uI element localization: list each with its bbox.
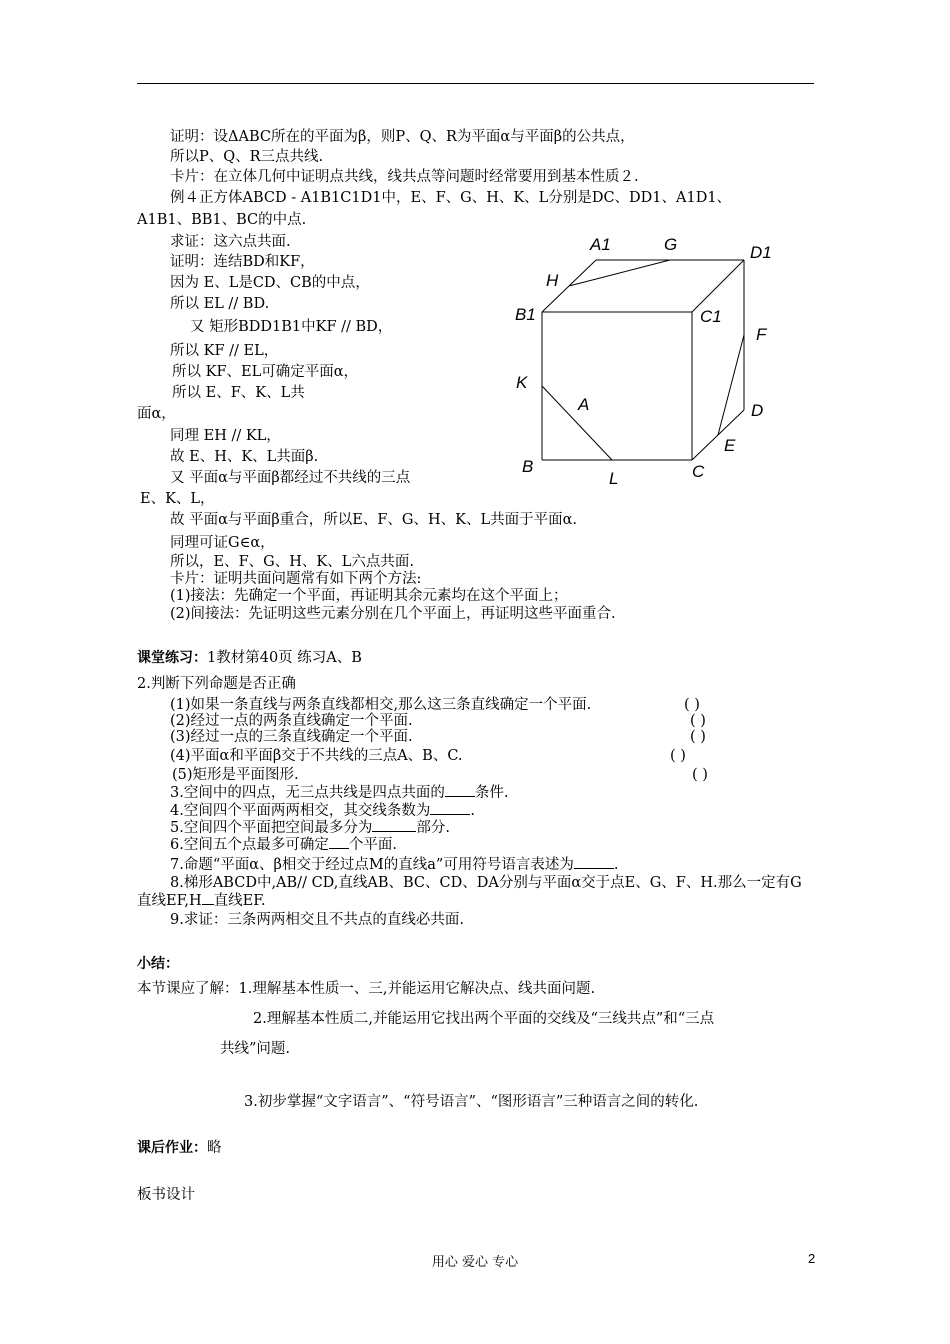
label-g: G <box>664 235 678 254</box>
proof-step-6: 所以 KF、EL可确定平面α， <box>172 364 359 380</box>
practice-heading-row <box>137 649 362 667</box>
blank-6[interactable] <box>329 836 349 849</box>
proof-step-2: 因为 E、L是CD、CB的中点， <box>170 275 370 291</box>
question-4: 4.空间四个平面两两相交，其交线条数为 . <box>170 803 475 819</box>
judge-item-4: (4)平面α和平面β交于不共线的三点A、B、C. <box>170 748 463 764</box>
question-9: 9.求证：三条两两相交且不共点的直线必共面. <box>170 912 464 928</box>
judge-paren-5[interactable]: ( ) <box>692 767 708 783</box>
label-h: H <box>546 271 559 290</box>
judge-paren-3[interactable]: ( ) <box>690 729 706 745</box>
blank-5[interactable] <box>372 819 416 832</box>
prove-statement: 求证：这六点共面. <box>170 234 291 250</box>
judge-item-1: (1)如果一条直线与两条直线都相交,那么这三条直线确定一个平面. <box>170 697 592 713</box>
label-d1: D1 <box>750 243 772 262</box>
blank-4[interactable] <box>430 802 470 815</box>
proof-step-12: 同理可证G∈α， <box>170 535 275 551</box>
segment-f-e <box>718 335 744 435</box>
blank-7[interactable] <box>574 856 614 869</box>
blank-3[interactable] <box>445 784 475 797</box>
homework-row <box>137 1139 222 1157</box>
card-line-1: 卡片：在立体几何中证明点共线，线共点等问题时经常要用到基本性质２. <box>170 169 639 185</box>
question-8: 8.梯形ABCD中,AB// CD,直线AB、BC、CD、DA分别与平面α交于点E、G、F、H.那么一定有G <box>170 875 802 891</box>
judge-paren-4[interactable]: ( ) <box>670 748 686 764</box>
proof-step-7b: 面α， <box>137 406 176 422</box>
label-d: D <box>751 401 764 420</box>
proof-step-13: 所以，E、F、G、H、K、L六点共面. <box>170 554 414 570</box>
question-6: 6.空间五个点最多可确定 个平面. <box>170 837 397 853</box>
judge-item-2: (2)经过一点的两条直线确定一个平面. <box>170 713 413 729</box>
blank-8[interactable] <box>202 892 214 905</box>
proof-step-10b: E、K、L， <box>140 491 215 507</box>
footer-text: 用心 爱心 专心 <box>431 1255 519 1270</box>
question-2: 2.判断下列命题是否正确 <box>137 676 296 692</box>
page-number: 2 <box>808 1251 816 1266</box>
judge-paren-1[interactable]: ( ) <box>684 697 700 713</box>
segment-k-l <box>542 386 612 460</box>
card-line-2: 卡片：证明共面问题常有如下两个方法: <box>170 571 422 587</box>
segment-h-g <box>569 260 670 286</box>
method-1: (1)接法：先确定一个平面，再证明其余元素均在这个平面上； <box>170 588 568 604</box>
board-design: 板书设计 <box>137 1187 195 1203</box>
summary-item-2b: 共线”问题. <box>220 1041 291 1057</box>
proof-step-10: 又 平面α与平面β都经过不共线的三点 <box>170 470 411 486</box>
proof-step-8: 同理 EH // KL， <box>170 428 281 444</box>
example-4-line: 例４正方体ABCD - A1B1C1D1中，E、F、G、H、K、L分别是DC、DD1、A1D1、 <box>170 190 732 206</box>
homework-text: 略 <box>207 1140 222 1156</box>
label-b: B <box>522 457 534 476</box>
label-e: E <box>724 436 736 455</box>
label-a1: A1 <box>590 235 611 254</box>
practice-heading: 课堂练习： <box>137 650 207 666</box>
question-5: 5.空间四个平面把空间最多分为 部分. <box>170 820 450 836</box>
proof-step-3: 所以 EL // BD. <box>170 296 270 312</box>
summary-item-3: 3.初步掌握“文字语言”、“符号语言”、“图形语言”三种语言之间的转化. <box>244 1094 699 1110</box>
practice-heading-rest: 1教材第40页 练习A、B <box>207 650 362 666</box>
proof-step-1: 证明：连结BD和KF， <box>170 254 315 270</box>
question-3: 3.空间中的四点，无三点共线是四点共面的 条件. <box>170 785 509 801</box>
proof-step-9: 故 E、H、K、L共面β. <box>170 449 319 465</box>
label-a: A <box>578 395 590 414</box>
label-k: K <box>516 373 528 392</box>
label-f: F <box>756 325 767 344</box>
proof-line-2: 所以P、Q、R三点共线. <box>170 149 324 165</box>
label-c1: C1 <box>700 307 722 326</box>
proof-step-5: 所以 KF // EL， <box>170 343 279 359</box>
judge-item-5: (5)矩形是平面图形. <box>172 767 299 783</box>
edge-d1-c1 <box>692 260 744 312</box>
proof-step-4: 又 矩形BDD1B1中KF // BD， <box>190 319 393 335</box>
question-8-line-2: 直线EF,H 直线EF. <box>137 893 266 909</box>
judge-paren-2[interactable]: ( ) <box>690 713 706 729</box>
question-7: 7.命题“平面α、β相交于经过点M的直线a”可用符号语言表述为 . <box>170 857 619 873</box>
judge-item-3: (3)经过一点的三条直线确定一个平面. <box>170 729 413 745</box>
method-2: (2)间接法：先证明这些元素分别在几个平面上，再证明这些平面重合. <box>170 606 616 622</box>
proof-line-1: 证明：设ΔABC所在的平面为β，则P、Q、R为平面α与平面β的公共点， <box>170 129 635 145</box>
summary-item-2: 2.理解基本性质二,并能运用它找出两个平面的交线及“三线共点”和“三点 <box>253 1011 715 1027</box>
proof-step-11: 故 平面α与平面β重合，所以E、F、G、H、K、L共面于平面α. <box>170 512 578 528</box>
label-l: L <box>609 469 619 488</box>
example-4-line-2: A1B1、BB1、BC的中点. <box>137 212 307 228</box>
summary-heading: 小结： <box>137 956 179 972</box>
homework-heading: 课后作业： <box>137 1140 207 1156</box>
proof-step-7: 所以 E、F、K、L共 <box>172 385 305 401</box>
label-c: C <box>692 462 705 481</box>
label-b1: B1 <box>515 305 536 324</box>
summary-intro: 本节课应了解：1.理解基本性质一、三,并能运用它解决点、线共面问题. <box>137 981 596 997</box>
